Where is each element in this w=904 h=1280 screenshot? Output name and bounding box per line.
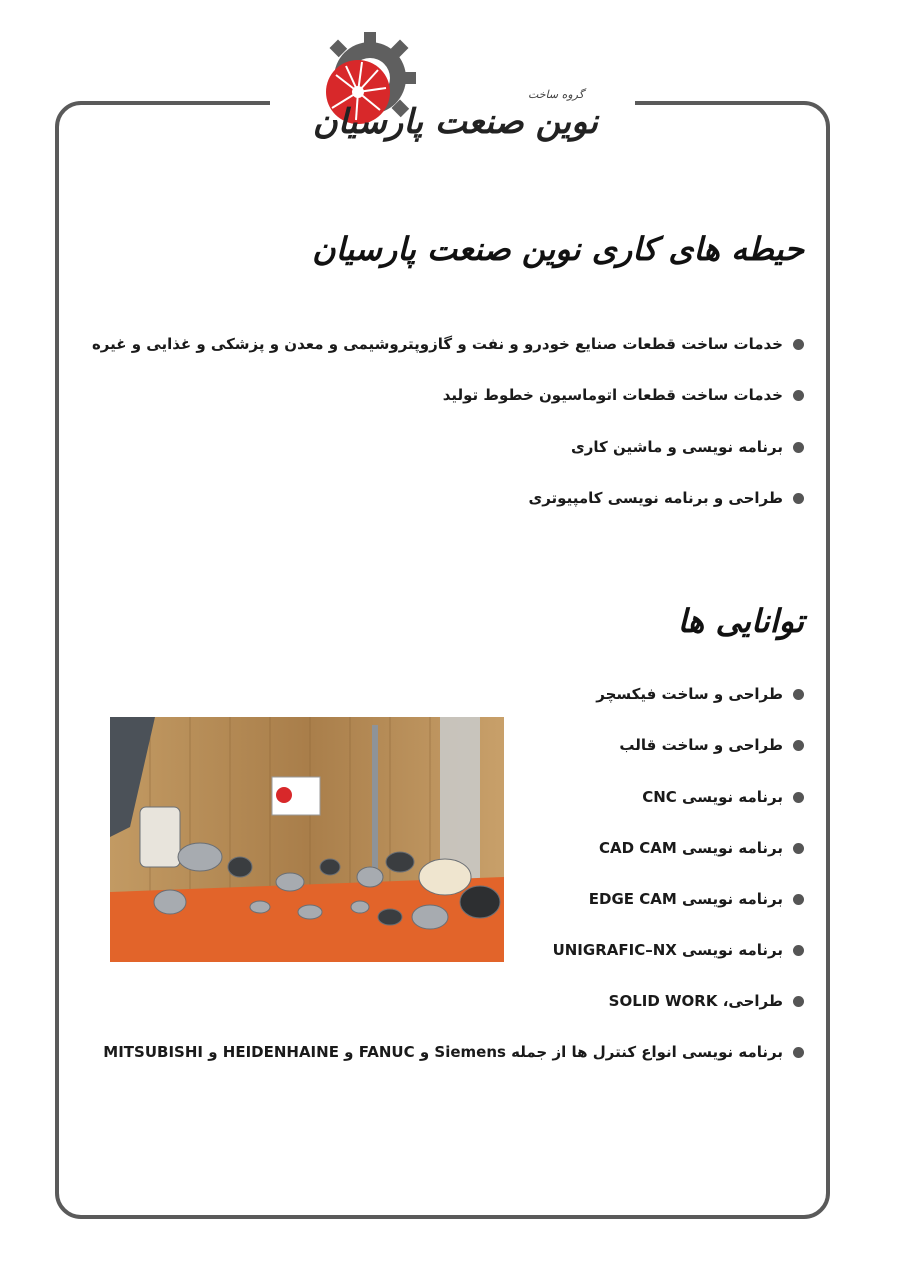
bullet-icon: [793, 843, 804, 854]
bullet-icon: [793, 996, 804, 1007]
bullet-icon: [793, 1047, 804, 1058]
bullet-icon: [793, 442, 804, 453]
logo-group-label: گروه ساخت: [527, 88, 584, 101]
bullet-icon: [793, 339, 804, 350]
bullet-icon: [793, 740, 804, 751]
bullet-icon: [793, 792, 804, 803]
section-work-areas-title: حیطه های کاری نوین صنعت پارسیان: [312, 230, 804, 268]
products-photo-illustration: [110, 717, 504, 962]
company-logo: [312, 30, 598, 170]
bullet-icon: [793, 689, 804, 700]
section-capabilities-title: توانایی ها: [677, 602, 804, 640]
list-item: طراحی و ساخت قالب: [619, 736, 804, 754]
products-photo: [110, 717, 504, 962]
list-item: طراحی و برنامه نویسی کامپیوتری: [528, 489, 804, 507]
list-item: طراحی، SOLID WORK: [609, 992, 804, 1010]
list-item: برنامه نویسی و ماشین کاری: [571, 438, 804, 456]
list-item: طراحی و ساخت فیکسچر: [596, 685, 804, 703]
list-item: خدمات ساخت قطعات صنایع خودرو و نفت و گازوپتروشیمی و معدن و پزشکی و غذایی و غیره: [92, 335, 804, 353]
logo-brand-name: نوین صنعت پارسیان: [312, 102, 598, 142]
list-item: برنامه نویسی انواع کنترل ها از جمله Siemens و FANUC و HEIDENHAINE و MITSUBISHI: [103, 1043, 804, 1061]
list-item: برنامه نویسی CNC: [642, 788, 804, 806]
list-item: خدمات ساخت قطعات اتوماسیون خطوط تولید: [443, 386, 804, 404]
bullet-icon: [793, 894, 804, 905]
bullet-icon: [793, 945, 804, 956]
list-item: برنامه نویسی UNIGRAFIC–NX: [553, 941, 804, 959]
bullet-icon: [793, 493, 804, 504]
bullet-icon: [793, 390, 804, 401]
list-item: برنامه نویسی CAD CAM: [599, 839, 804, 857]
list-item: برنامه نویسی EDGE CAM: [589, 890, 804, 908]
